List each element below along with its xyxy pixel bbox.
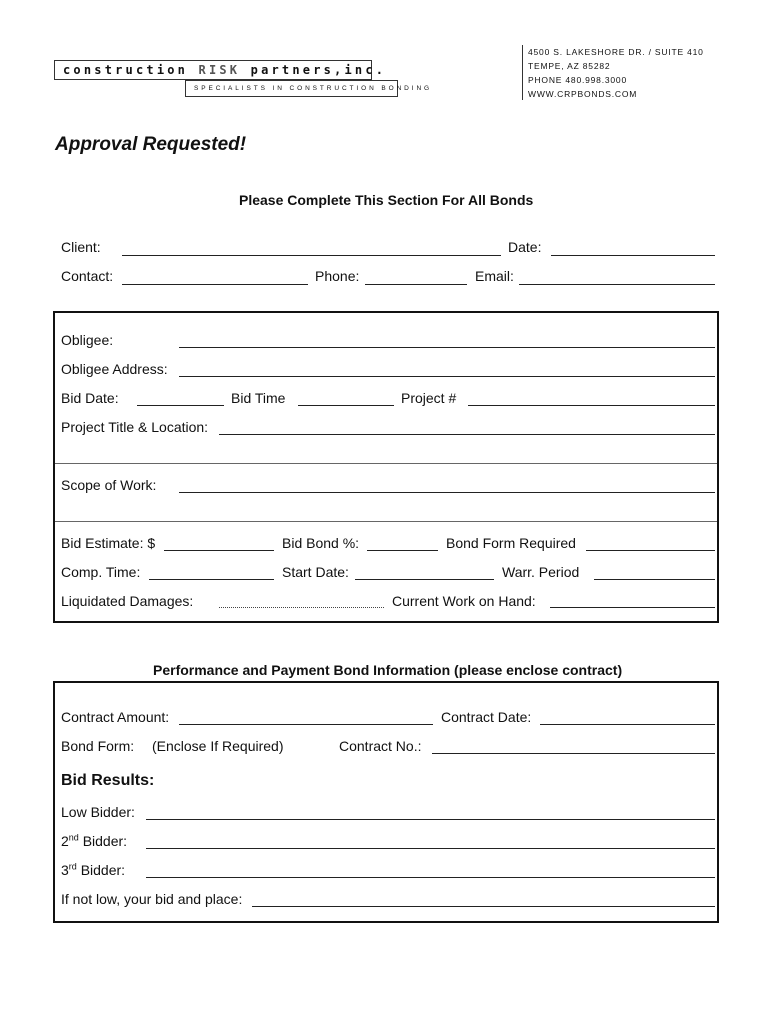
bid-bond-percent-field[interactable] [367, 550, 438, 551]
second-bidder-suffix: nd [68, 832, 79, 843]
obligee-address-label: Obligee Address: [61, 361, 168, 377]
bond-form-label: Bond Form: [61, 738, 135, 754]
contract-number-label: Contract No.: [339, 738, 422, 754]
logo-tagline: SPECIALISTS IN CONSTRUCTION BONDING [185, 80, 398, 97]
bid-bond-percent-label: Bid Bond %: [282, 535, 360, 551]
email-label: Email: [475, 268, 514, 284]
bid-results-heading: Bid Results: [61, 772, 155, 789]
bid-date-field[interactable] [137, 405, 224, 406]
second-bidder-text: Bidder: [78, 833, 128, 849]
second-bidder-number: 2 [61, 833, 69, 849]
bid-estimate-field[interactable] [164, 550, 274, 551]
contract-number-field[interactable] [432, 753, 715, 754]
contract-date-label: Contract Date: [441, 709, 532, 725]
contract-date-field[interactable] [540, 724, 715, 725]
client-label: Client: [61, 239, 101, 255]
bond-form-required-field[interactable] [586, 550, 715, 551]
scope-of-work-label: Scope of Work: [61, 477, 157, 493]
third-bidder-text: Bidder: [76, 862, 126, 878]
obligee-label: Obligee: [61, 332, 114, 348]
all-bonds-heading: Please Complete This Section For All Bonds [239, 192, 534, 208]
third-bidder-suffix: rd [68, 861, 77, 872]
date-label: Date: [508, 239, 542, 255]
if-not-low-field[interactable] [252, 906, 715, 907]
low-bidder-label: Low Bidder: [61, 804, 135, 820]
contact-field[interactable] [122, 284, 308, 285]
phone-field[interactable] [365, 284, 467, 285]
comp-time-label: Comp. Time: [61, 564, 141, 580]
email-field[interactable] [519, 284, 715, 285]
obligee-address-field[interactable] [179, 376, 715, 377]
logo-text-risk: RISK [198, 63, 241, 77]
contract-amount-field[interactable] [179, 724, 433, 725]
current-work-label: Current Work on Hand: [392, 593, 536, 609]
project-number-field[interactable] [468, 405, 715, 406]
project-number-label: Project # [401, 390, 457, 406]
warr-period-label: Warr. Period [502, 564, 580, 580]
page-title: Approval Requested! [55, 134, 247, 155]
obligee-field[interactable] [179, 347, 715, 348]
if-not-low-label: If not low, your bid and place: [61, 891, 243, 907]
contact-label: Contact: [61, 268, 114, 284]
bid-date-label: Bid Date: [61, 390, 119, 406]
third-bidder-field[interactable] [146, 877, 715, 878]
phone-label: Phone: [315, 268, 360, 284]
second-bidder-label [61, 833, 127, 849]
liquidated-damages-label: Liquidated Damages: [61, 593, 194, 609]
enclose-if-required-note: (Enclose If Required) [152, 738, 284, 754]
contract-amount-label: Contract Amount: [61, 709, 170, 725]
client-field[interactable] [122, 255, 501, 256]
date-field[interactable] [551, 255, 715, 256]
liquidated-damages-field[interactable] [219, 607, 384, 608]
current-work-field[interactable] [550, 607, 715, 608]
company-logo [54, 60, 387, 80]
project-title-location-field[interactable] [219, 434, 715, 435]
bond-form-required-label: Bond Form Required [446, 535, 576, 551]
project-title-location-label: Project Title & Location: [61, 419, 209, 435]
bid-time-label: Bid Time [231, 390, 286, 406]
low-bidder-field[interactable] [146, 819, 715, 820]
bid-time-field[interactable] [298, 405, 394, 406]
third-bidder-label [61, 862, 125, 878]
address-divider [522, 45, 523, 100]
address-phone: PHONE 480.998.3000 [528, 75, 627, 85]
warr-period-field[interactable] [594, 579, 715, 580]
performance-heading: Performance and Payment Bond Information (please enclose contract) [153, 662, 623, 678]
scope-of-work-field[interactable] [179, 492, 715, 493]
comp-time-field[interactable] [149, 579, 274, 580]
address-line-2: TEMPE, AZ 85282 [528, 61, 611, 71]
third-bidder-number: 3 [61, 862, 69, 878]
start-date-label: Start Date: [282, 564, 349, 580]
logo-text-construction: construction [63, 63, 199, 77]
section-divider [55, 521, 717, 522]
address-website: WWW.CRPBONDS.COM [528, 89, 638, 99]
address-line-1: 4500 S. LAKESHORE DR. / SUITE 410 [528, 47, 704, 57]
logo-text-partners: partners,inc. [240, 63, 387, 77]
section-divider [55, 463, 717, 464]
bid-estimate-label: Bid Estimate: $ [61, 535, 156, 551]
second-bidder-field[interactable] [146, 848, 715, 849]
start-date-field[interactable] [355, 579, 494, 580]
obligee-section-box [53, 311, 719, 623]
